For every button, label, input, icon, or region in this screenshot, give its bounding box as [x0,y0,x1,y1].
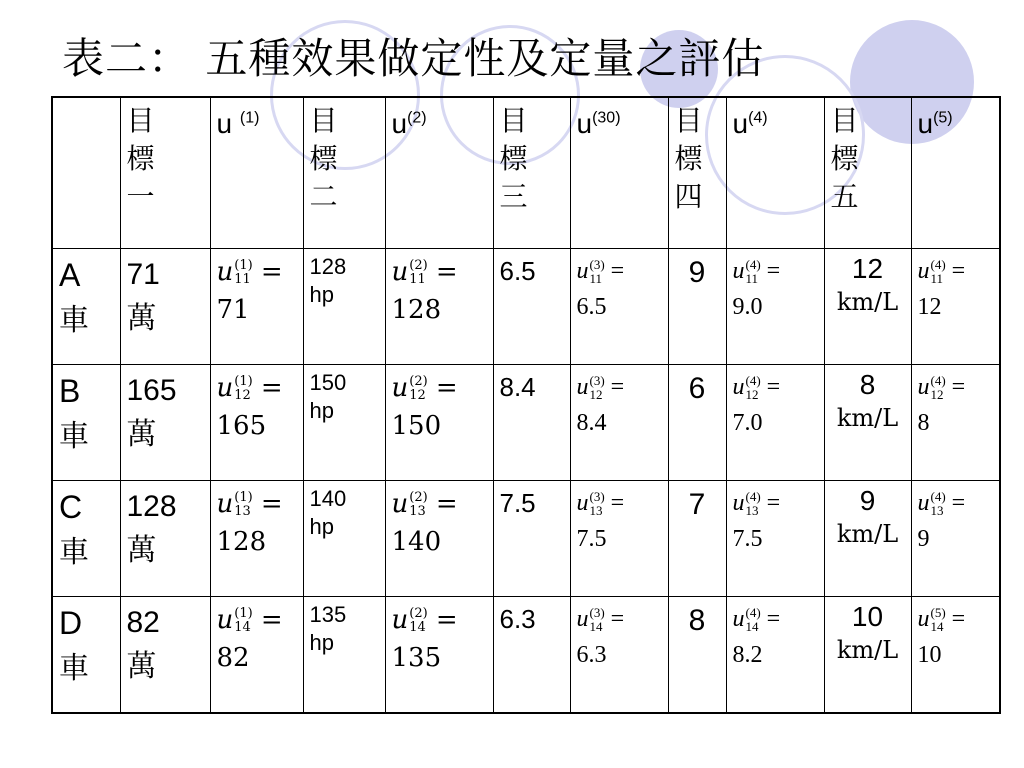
formula-value: 150 [391,411,442,441]
formula-superscript: (4) [745,489,761,505]
utility-1-cell [210,365,303,481]
utility-2-cell [385,249,493,365]
formula-superscript: (3) [589,257,605,273]
formula-indices [409,491,427,519]
utility-formula [577,369,662,441]
table-row-a [52,249,1000,365]
formula-equals: = [604,374,625,400]
formula-variable: u [216,373,234,403]
formula-value: 8.2 [732,642,763,668]
fuel-efficiency-value: 8 [859,369,876,400]
formula-indices [409,259,427,287]
utility-1-cell [210,249,303,365]
utility-1-cell [210,597,303,714]
header-u-4 [726,97,824,249]
car-letter: B [59,373,81,409]
fuel-efficiency-cell [824,481,911,597]
formula-superscript: (3) [589,605,605,621]
formula-variable: u [576,490,589,516]
header-utility-label [392,108,427,139]
goal-3-value: 6.5 [499,256,536,286]
formula-subscript: 14 [930,619,944,635]
formula-superscript: (4) [745,605,761,621]
formula-equals: = [427,257,458,287]
formula-value: 128 [216,527,267,557]
formula-subscript: 13 [234,504,251,519]
formula-equals: = [945,374,966,400]
goal-4-cell [668,597,726,714]
formula-variable: u [732,374,745,400]
header-u-symbol: u [391,108,408,140]
horsepower-value: 150 [309,370,347,395]
formula-equals: = [252,373,283,403]
formula-equals: = [252,489,283,519]
formula-indices [931,374,946,402]
header-u-2 [385,97,493,249]
formula-subscript: 11 [409,272,426,287]
formula-value: 10 [917,642,942,668]
formula-indices [590,258,605,286]
formula-variable: u [917,606,930,632]
formula-superscript: (4) [930,257,946,273]
fuel-efficiency-unit: km/L [836,404,899,432]
header-u-1 [210,97,303,249]
header-u-sup: (1) [239,110,260,127]
header-u-sup: (30) [592,110,621,127]
formula-equals: = [604,606,625,632]
formula-indices [746,374,761,402]
utility-formula [217,253,297,329]
horsepower-cell [303,481,385,597]
formula-subscript: 13 [930,503,944,519]
formula-equals: = [945,490,966,516]
price-number: 71 [126,258,160,291]
price-unit: 萬 [126,533,157,568]
price-unit: 萬 [126,301,157,336]
utility-3-cell [570,597,668,714]
utility-3-cell [570,249,668,365]
formula-variable: u [391,373,409,403]
header-corner-cell [52,97,120,249]
evaluation-table [51,96,1001,714]
utility-2-cell [385,481,493,597]
fuel-efficiency-unit: km/L [836,636,899,664]
goal-3-cell [493,365,570,481]
formula-superscript: (2) [409,374,428,389]
goal-3-cell [493,249,570,365]
fuel-efficiency-value: 10 [851,601,884,632]
utility-formula [918,601,994,673]
formula-indices [590,606,605,634]
utility-formula [733,369,818,441]
formula-equals: = [760,490,781,516]
header-goal-label: 目標二 [309,104,338,213]
formula-indices [409,375,427,403]
goal-3-cell [493,597,570,714]
utility-2-cell [385,597,493,714]
header-utility-label [577,108,621,139]
horsepower-unit: hp [309,398,334,423]
formula-subscript: 12 [409,388,426,403]
formula-subscript: 11 [589,271,603,287]
formula-value: 9 [917,526,930,552]
goal-4-cell [668,249,726,365]
car-letter: C [59,489,83,525]
header-goal-2 [303,97,385,249]
formula-indices [590,374,605,402]
utility-4-cell [726,249,824,365]
formula-subscript: 12 [745,387,759,403]
utility-formula [577,253,662,325]
header-u-symbol: u [576,108,593,140]
header-u-5 [911,97,1000,249]
formula-subscript: 14 [745,619,759,635]
horsepower-value: 140 [309,486,347,511]
price-cell [120,365,210,481]
fuel-efficiency-unit: km/L [836,288,899,316]
formula-indices [746,490,761,518]
formula-superscript: (4) [930,489,946,505]
header-goal-1 [120,97,210,249]
formula-equals: = [252,257,283,287]
car-label-cell [52,597,120,714]
slide-title: 表二： 五種效果做定性及定量之評估 [62,34,765,83]
formula-subscript: 12 [589,387,603,403]
horsepower-cell [303,249,385,365]
formula-variable: u [216,257,234,287]
horsepower-value: 135 [309,602,347,627]
utility-2-cell [385,365,493,481]
utility-1-cell [210,481,303,597]
car-label [59,253,114,343]
formula-value: 7.5 [732,526,763,552]
formula-superscript: (1) [234,490,253,505]
header-row [52,97,1000,249]
utility-formula [217,485,297,561]
formula-equals: = [760,258,781,284]
car-suffix: 車 [59,535,89,570]
utility-formula [217,369,297,445]
header-u-symbol: u [732,108,749,140]
horsepower-unit: hp [309,282,334,307]
car-letter: A [59,257,81,293]
formula-indices [746,606,761,634]
formula-value: 128 [391,295,442,325]
header-utility-label [217,108,260,139]
formula-value: 82 [216,643,250,673]
price-number: 82 [126,606,160,639]
formula-superscript: (3) [589,489,605,505]
car-suffix: 車 [59,651,89,686]
header-u-sup: (5) [933,110,953,127]
goal-4-value: 9 [688,256,706,289]
goal-3-value: 6.3 [499,604,536,634]
formula-superscript: (1) [234,258,253,273]
car-label [59,485,114,575]
formula-superscript: (3) [589,373,605,389]
formula-variable: u [732,258,745,284]
utility-formula [918,253,994,325]
formula-value: 140 [391,527,442,557]
utility-3-cell [570,481,668,597]
formula-subscript: 13 [589,503,603,519]
formula-variable: u [576,258,589,284]
header-u-symbol: u [216,108,233,140]
goal-4-value: 7 [688,488,706,521]
formula-equals: = [945,606,966,632]
header-goal-5 [824,97,911,249]
formula-variable: u [391,489,409,519]
formula-value: 165 [216,411,267,441]
table-row-b [52,365,1000,481]
formula-value: 135 [391,643,442,673]
utility-formula [733,253,818,325]
formula-variable: u [216,605,234,635]
fuel-efficiency-cell [824,597,911,714]
formula-indices [931,490,946,518]
horsepower-cell [303,597,385,714]
formula-equals: = [427,605,458,635]
formula-equals: = [945,258,966,284]
formula-superscript: (4) [930,373,946,389]
formula-indices [931,258,946,286]
formula-equals: = [252,605,283,635]
utility-4-cell [726,481,824,597]
utility-5-cell [911,481,1000,597]
horsepower-cell [303,365,385,481]
formula-variable: u [576,374,589,400]
car-label-cell [52,249,120,365]
price-number: 128 [126,490,177,523]
formula-value: 12 [917,294,942,320]
formula-equals: = [427,373,458,403]
utility-formula [392,485,487,561]
formula-indices [931,606,946,634]
formula-equals: = [604,490,625,516]
header-u-3 [570,97,668,249]
utility-formula [733,601,818,673]
header-u-sup: (2) [407,110,427,127]
formula-subscript: 14 [589,619,603,635]
formula-value: 6.5 [576,294,607,320]
formula-subscript: 14 [409,620,426,635]
goal-3-value: 7.5 [499,488,536,518]
formula-value: 71 [216,295,250,325]
car-label [59,369,114,459]
car-label-cell [52,365,120,481]
utility-formula [392,601,487,677]
header-goal-label: 目標五 [830,104,859,213]
formula-subscript: 14 [234,620,251,635]
utility-5-cell [911,365,1000,481]
formula-superscript: (2) [409,258,428,273]
price-unit: 萬 [126,649,157,684]
utility-formula [392,253,487,329]
price-cell [120,481,210,597]
utility-3-cell [570,365,668,481]
utility-5-cell [911,597,1000,714]
car-letter: D [59,605,83,641]
fuel-efficiency-cell [824,365,911,481]
formula-variable: u [216,489,234,519]
formula-superscript: (2) [409,490,428,505]
formula-indices [234,607,252,635]
formula-subscript: 11 [234,272,251,287]
utility-formula [392,369,487,445]
formula-variable: u [732,606,745,632]
goal-4-cell [668,365,726,481]
utility-5-cell [911,249,1000,365]
goal-3-cell [493,481,570,597]
formula-superscript: (4) [745,373,761,389]
utility-formula [217,601,297,677]
formula-value: 6.3 [576,642,607,668]
formula-indices [746,258,761,286]
formula-subscript: 12 [234,388,251,403]
header-utility-label [918,108,953,139]
goal-4-value: 6 [688,372,706,405]
formula-value: 8.4 [576,410,607,436]
formula-value: 7.5 [576,526,607,552]
formula-equals: = [760,374,781,400]
header-utility-label [733,108,768,139]
formula-subscript: 11 [930,271,944,287]
formula-indices [409,607,427,635]
formula-value: 8 [917,410,930,436]
formula-subscript: 13 [409,504,426,519]
formula-indices [234,259,252,287]
utility-4-cell [726,597,824,714]
formula-subscript: 13 [745,503,759,519]
header-goal-label: 目標四 [674,104,703,213]
formula-variable: u [732,490,745,516]
utility-formula [918,485,994,557]
formula-indices [234,491,252,519]
formula-indices [234,375,252,403]
formula-variable: u [917,258,930,284]
table-row-c [52,481,1000,597]
formula-superscript: (1) [234,374,253,389]
formula-variable: u [917,490,930,516]
fuel-efficiency-cell [824,249,911,365]
formula-value: 7.0 [732,410,763,436]
formula-value: 9.0 [732,294,763,320]
table-row-d [52,597,1000,714]
utility-formula [577,485,662,557]
price-unit: 萬 [126,417,157,452]
header-goal-3 [493,97,570,249]
utility-4-cell [726,365,824,481]
horsepower-value: 128 [309,254,347,279]
car-suffix: 車 [59,419,89,454]
formula-equals: = [604,258,625,284]
formula-superscript: (5) [930,605,946,621]
fuel-efficiency-value: 12 [851,253,884,284]
formula-subscript: 12 [930,387,944,403]
formula-superscript: (4) [745,257,761,273]
utility-formula [577,601,662,673]
formula-equals: = [427,489,458,519]
goal-4-value: 8 [688,604,706,637]
car-suffix: 車 [59,303,89,338]
header-goal-label: 目標一 [126,104,155,213]
formula-variable: u [391,257,409,287]
price-number: 165 [126,374,177,407]
formula-superscript: (2) [409,606,428,621]
car-label [59,601,114,691]
formula-indices [590,490,605,518]
price-cell [120,249,210,365]
utility-formula [918,369,994,441]
header-u-symbol: u [917,108,934,140]
formula-variable: u [576,606,589,632]
utility-formula [733,485,818,557]
car-label-cell [52,481,120,597]
formula-superscript: (1) [234,606,253,621]
header-goal-label: 目標三 [499,104,528,213]
formula-variable: u [917,374,930,400]
goal-4-cell [668,481,726,597]
goal-3-value: 8.4 [499,372,536,402]
formula-variable: u [391,605,409,635]
horsepower-unit: hp [309,514,334,539]
horsepower-unit: hp [309,630,334,655]
fuel-efficiency-unit: km/L [836,520,899,548]
formula-equals: = [760,606,781,632]
formula-subscript: 11 [745,271,759,287]
header-u-sup: (4) [748,110,768,127]
price-cell [120,597,210,714]
fuel-efficiency-value: 9 [859,485,876,516]
header-goal-4 [668,97,726,249]
